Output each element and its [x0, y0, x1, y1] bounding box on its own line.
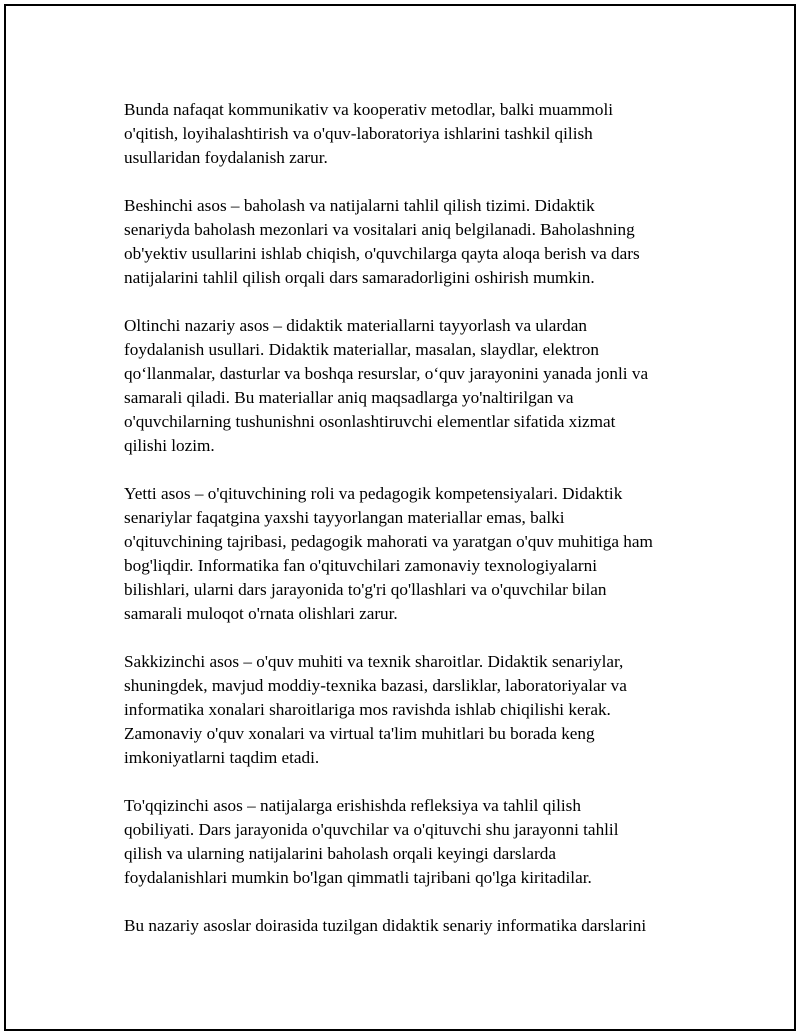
text-line: samarali qiladi. Bu materiallar aniq maqsadlarga yo'naltirilgan va	[124, 388, 574, 407]
text-line: foydalanishlari mumkin bo'lgan qimmatli tajribani qo'lga kiritadilar.	[124, 868, 592, 887]
text-line: Oltinchi nazariy asos – didaktik materiallarni tayyorlash va ulardan	[124, 316, 587, 335]
text-line: Bu nazariy asoslar doirasida tuzilgan didaktik senariy informatika darslarini	[124, 916, 647, 935]
paragraph-eighth-basis	[124, 650, 694, 770]
text-line: samarali muloqot o'rnata olishlari zarur.	[124, 604, 398, 623]
text-line: Beshinchi asos – baholash va natijalarni tahlil qilish tizimi. Didaktik	[124, 196, 595, 215]
paragraph-ninth-basis	[124, 794, 694, 890]
text-line: qo‘llanmalar, dasturlar va boshqa resurslar, o‘quv jarayonini yanada jonli va	[124, 364, 649, 383]
text-line: o'qituvchining tajribasi, pedagogik mahorati va yaratgan o'quv muhitiga ham	[124, 532, 653, 551]
text-line: Yetti asos – o'qituvchining roli va pedagogik kompetensiyalari. Didaktik	[124, 484, 623, 503]
text-line: bilishlari, ularni dars jarayonida to'g'ri qo'llashlari va o'quvchilar bilan	[124, 580, 607, 599]
text-line: usullaridan foydalanish zarur.	[124, 148, 328, 167]
paragraph-sixth-basis	[124, 314, 694, 458]
text-line: qobiliyati. Dars jarayonida o'quvchilar va o'qituvchi shu jarayonni tahlil	[124, 820, 619, 839]
text-line: o'quvchilarning tushunishni osonlashtiruvchi elementlar sifatida xizmat	[124, 412, 616, 431]
text-line: To'qqizinchi asos – natijalarga erishishda refleksiya va tahlil qilish	[124, 796, 581, 815]
document-body	[124, 98, 694, 962]
text-line: qilishi lozim.	[124, 436, 215, 455]
text-line: bog'liqdir. Informatika fan o'qituvchilari zamonaviy texnologiyalarni	[124, 556, 597, 575]
text-line: Sakkizinchi asos – o'quv muhiti va texnik sharoitlar. Didaktik senariylar,	[124, 652, 624, 671]
text-line: informatika xonalari sharoitlariga mos ravishda ishlab chiqilishi kerak.	[124, 700, 611, 719]
paragraph-methods	[124, 98, 694, 170]
page-border	[4, 4, 796, 1031]
paragraph-fifth-basis	[124, 194, 694, 290]
text-line: qilish va ularning natijalarini baholash orqali keyingi darslarda	[124, 844, 556, 863]
text-line: senariylar faqatgina yaxshi tayyorlangan materiallar emas, balki	[124, 508, 565, 527]
paragraph-conclusion	[124, 914, 694, 938]
paragraph-seventh-basis	[124, 482, 694, 626]
text-line: senariyda baholash mezonlari va vositalari aniq belgilanadi. Baholashning	[124, 220, 635, 239]
text-line: Zamonaviy o'quv xonalari va virtual ta'lim muhitlari bu borada keng	[124, 724, 595, 743]
text-line: Bunda nafaqat kommunikativ va kooperativ metodlar, balki muammoli	[124, 100, 614, 119]
text-line: foydalanish usullari. Didaktik materiallar, masalan, slaydlar, elektron	[124, 340, 599, 359]
text-line: o'qitish, loyihalashtirish va o'quv-laboratoriya ishlarini tashkil qilish	[124, 124, 593, 143]
text-line: imkoniyatlarni taqdim etadi.	[124, 748, 320, 767]
text-line: shuningdek, mavjud moddiy-texnika bazasi, darsliklar, laboratoriyalar va	[124, 676, 627, 695]
text-line: natijalarini tahlil qilish orqali dars samaradorligini oshirish mumkin.	[124, 268, 595, 287]
text-line: ob'yektiv usullarini ishlab chiqish, o'quvchilarga qayta aloqa berish va dars	[124, 244, 640, 263]
